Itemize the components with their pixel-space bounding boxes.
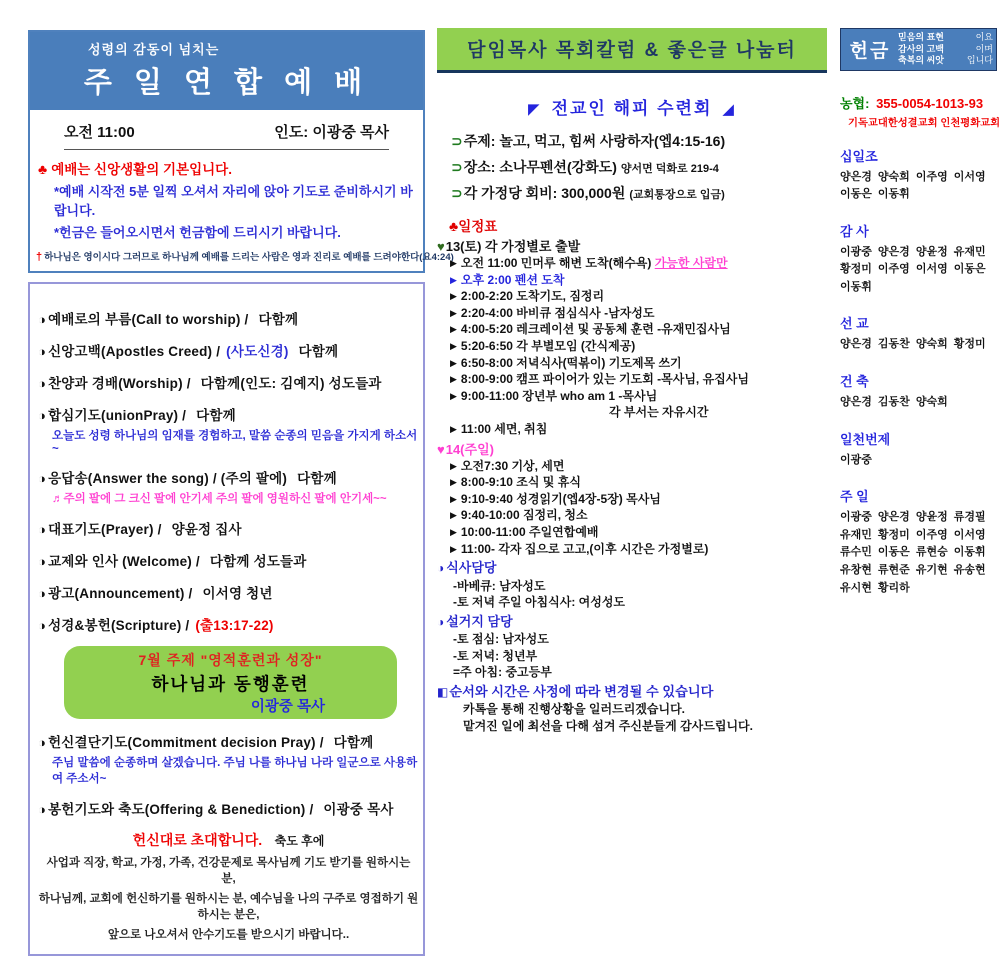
worship-order-row bbox=[38, 798, 419, 818]
schedule-section-text: 설거지 담당 bbox=[446, 613, 513, 629]
schedule-plain-line: -토 저녁: 청년부 bbox=[453, 648, 538, 663]
schedule-title bbox=[449, 215, 827, 235]
club-icon: ♣ bbox=[449, 218, 459, 234]
offering-slogan-lines bbox=[896, 32, 993, 67]
order-item-tail: 양윤정 집사 bbox=[171, 522, 242, 537]
retreat-info-line bbox=[451, 183, 827, 203]
order-item-line bbox=[38, 731, 419, 751]
retreat-info-list bbox=[437, 131, 827, 203]
half-circle-bullet-icon: ◑ bbox=[38, 312, 47, 327]
notice-lines bbox=[38, 181, 417, 241]
order-item-line bbox=[38, 582, 419, 602]
schedule-item bbox=[450, 458, 827, 475]
worship-header-box bbox=[28, 30, 454, 273]
schedule-item bbox=[450, 321, 827, 338]
service-time-row bbox=[64, 121, 389, 150]
arrow-bullet-icon: ▶ bbox=[450, 477, 457, 488]
notice-title-text: 예배는 신앙생활의 기본입니다. bbox=[51, 162, 232, 177]
offering-slogan-line bbox=[898, 44, 993, 56]
invitation-line: 하나님께, 교회에 헌신하기를 원하시는 분, 예수님을 나의 구주로 영접하기 원하시는 분은, bbox=[38, 893, 419, 921]
order-item-tail: 다함께 bbox=[333, 735, 374, 750]
order-item-subline: 오늘도 성령 하나님의 임재를 경험하고, 말씀 순종의 믿음을 가지게 하소서~ bbox=[52, 430, 418, 455]
scripture-verse bbox=[36, 249, 454, 263]
worship-notice bbox=[38, 158, 417, 241]
schedule-item-text: 2:20-4:00 바비큐 점심식사 -남자성도 bbox=[460, 305, 655, 320]
order-item-text: 합심기도(unionPray) / bbox=[48, 408, 187, 423]
arrow-bullet-icon: ▶ bbox=[450, 423, 457, 434]
worship-title-banner bbox=[30, 32, 423, 110]
offering-slogan-tail: 이요 bbox=[975, 32, 993, 42]
order-item-text: 응답송(Answer the song) / (주의 팔에) bbox=[48, 471, 288, 486]
order-item-tail: 다함께 bbox=[297, 471, 337, 486]
arrow-bullet-icon: ▶ bbox=[450, 357, 457, 368]
cross-icon: † bbox=[36, 251, 43, 263]
invitation-line: 사업과 직장, 학교, 가정, 가족, 건강문제로 목사님께 기도 받기를 원하시는 분, bbox=[46, 857, 411, 885]
offering-banner bbox=[840, 28, 997, 71]
schedule-item-text: 11:00 세면, 취침 bbox=[460, 421, 548, 436]
worship-order-row bbox=[38, 308, 419, 328]
worship-title: 주 일 연 합 예 배 bbox=[83, 67, 370, 99]
service-leader: 인도: 이광중 목사 bbox=[274, 124, 389, 141]
schedule-list bbox=[437, 238, 827, 735]
schedule-item bbox=[450, 338, 827, 355]
offering-section-names: 양은경 김동찬 양숙희 bbox=[840, 396, 948, 409]
order-item-text: 봉헌기도와 축도(Offering & Benediction) / bbox=[48, 802, 314, 817]
order-item-tail: 다함께 bbox=[258, 312, 299, 327]
arrow-bullet-icon: ▶ bbox=[450, 374, 457, 385]
offering-section-names: 양은경 양숙희 이주영 이서영 이동은 이동휘 bbox=[840, 170, 986, 201]
theme-pastor: 이광중 목사 bbox=[250, 699, 325, 715]
info-bullet-icon: ⊃ bbox=[451, 159, 463, 175]
order-item-text: 교제와 인사 (Welcome) / bbox=[48, 554, 200, 569]
schedule-section-header bbox=[437, 559, 827, 578]
pastor-column-banner: 담임목사 목회칼럼 & 좋은글 나눔터 bbox=[437, 28, 827, 73]
offering-section bbox=[840, 429, 997, 470]
schedule-item-text: 2:00-2:20 도착기도, 짐정리 bbox=[460, 289, 605, 304]
triangle-left-icon: ◤ bbox=[528, 101, 542, 118]
heart-icon: ♥ bbox=[437, 441, 445, 457]
arrow-bullet-icon: ▶ bbox=[450, 307, 457, 318]
arrow-bullet-icon: ▶ bbox=[450, 258, 457, 268]
offering-name-sections bbox=[840, 146, 997, 598]
worship-order-row bbox=[38, 404, 419, 455]
schedule-item bbox=[450, 507, 827, 524]
order-item-tail: 다함께 bbox=[298, 344, 339, 359]
offering-panel bbox=[840, 28, 1000, 597]
retreat-info-detail: 양서면 덕화로 219-4 bbox=[620, 163, 719, 175]
offering-section-title: 일천번제 bbox=[840, 431, 891, 447]
heart-icon: ♥ bbox=[437, 239, 445, 254]
half-circle-bullet-icon: ◑ bbox=[437, 614, 445, 629]
schedule-note-line: 맡겨진 일에 최선을 다해 섬겨 주신분들게 감사드립니다. bbox=[463, 718, 753, 733]
retreat-schedule bbox=[437, 215, 827, 735]
offering-slogan-tail: 이며 bbox=[975, 43, 993, 54]
schedule-item-text: 9:10-9:40 성경읽기(엡4장-5장) 목사님 bbox=[460, 491, 661, 506]
worship-order-row bbox=[38, 614, 419, 634]
info-bullet-icon: ⊃ bbox=[451, 185, 463, 201]
schedule-item-text: 4:00-5:20 레크레이션 및 공동체 훈련 -유재민집사님 bbox=[460, 322, 731, 337]
half-circle-bullet-icon: ◑ bbox=[38, 522, 47, 537]
half-circle-bullet-icon: ◑ bbox=[38, 471, 47, 486]
offering-section-title: 주 일 bbox=[840, 489, 869, 505]
order-item-tail: 다함께(인도: 김예지) 성도들과 bbox=[200, 376, 382, 391]
worship-order-list-b bbox=[38, 731, 419, 818]
order-item-text: 대표기도(Prayer) / bbox=[48, 522, 162, 537]
worship-order-row bbox=[38, 550, 419, 570]
invitation-title: 헌신대로 초대합니다. bbox=[132, 832, 263, 848]
worship-order-box bbox=[28, 282, 425, 956]
arrow-bullet-icon: ▶ bbox=[450, 543, 457, 554]
half-circle-bullet-icon: ◑ bbox=[38, 408, 47, 423]
bank-account-line bbox=[840, 93, 997, 112]
retreat-title: 전교인 해피 수련회 bbox=[551, 99, 713, 118]
order-item-subline: ♬주의 팔에 그 크신 팔에 안기세 주의 팔에 영원하신 팔에 안기세~~ bbox=[52, 493, 387, 505]
notice-title bbox=[38, 158, 417, 178]
order-item-line bbox=[38, 372, 419, 392]
notice-line: *헌금은 들어오시면서 헌금함에 드리시기 바랍니다. bbox=[54, 225, 341, 240]
worship-order-row bbox=[38, 731, 419, 786]
arrow-bullet-icon: ▶ bbox=[450, 274, 457, 285]
order-item-text: 예배로의 부름(Call to worship) / bbox=[48, 312, 249, 327]
square-bullet-icon: ◧ bbox=[437, 685, 449, 700]
notice-line: *예배 시작전 5분 일찍 오셔서 자리에 앉아 기도로 준비하시기 바랍니다. bbox=[54, 184, 413, 218]
order-item-text: 성경&봉헌(Scripture) / bbox=[48, 618, 190, 633]
invitation-line: 앞으로 나오셔서 안수기도를 받으시기 바랍니다.. bbox=[107, 929, 350, 941]
offering-section-title: 선 교 bbox=[840, 316, 869, 332]
order-item-line bbox=[38, 798, 419, 818]
schedule-item-text: 11:00- 각자 집으로 고고,(이후 시간은 가정별로) bbox=[460, 541, 709, 556]
worship-order-row bbox=[38, 518, 419, 538]
schedule-item bbox=[450, 491, 827, 508]
schedule-item-text: 8:00-9:10 조식 및 휴식 bbox=[460, 475, 581, 490]
arrow-bullet-icon: ▶ bbox=[450, 340, 457, 351]
invitation-lines bbox=[38, 854, 419, 942]
order-item-text: 신앙고백(Apostles Creed) / bbox=[48, 344, 221, 359]
retreat-title-row bbox=[437, 94, 827, 119]
schedule-item bbox=[450, 524, 827, 541]
monthly-theme-box bbox=[64, 646, 397, 719]
offering-slogan-line bbox=[898, 55, 993, 67]
schedule-item-text: 6:50-8:00 저녁식사(떡볶이) 기도제목 쓰기 bbox=[460, 355, 682, 370]
arrow-bullet-icon: ▶ bbox=[450, 324, 457, 335]
worship-order-list-a bbox=[38, 308, 419, 634]
offering-section-names: 이광중 bbox=[840, 453, 872, 466]
order-item-text: 헌신결단기도(Commitment decision Pray) / bbox=[48, 735, 324, 750]
schedule-item-highlight: 가능한 사람만 bbox=[654, 256, 728, 270]
bank-name: 농협: bbox=[840, 95, 870, 111]
offering-slogan-bold: 감사의 고백 bbox=[898, 43, 944, 54]
schedule-item-text: 8:00-9:00 캠프 파이어가 있는 기도회 -목사님, 유집사님 bbox=[460, 372, 749, 387]
schedule-title-text: 일정표 bbox=[458, 219, 498, 234]
order-item-tail: 다함께 성도들과 bbox=[209, 554, 307, 569]
order-item-tail: 이광중 목사 bbox=[323, 802, 394, 817]
order-item-line bbox=[38, 550, 419, 570]
offering-section bbox=[840, 313, 997, 354]
schedule-section-header bbox=[437, 613, 827, 632]
order-item-tail: 이서영 청년 bbox=[202, 586, 273, 601]
order-item-line bbox=[38, 614, 419, 634]
worship-order-row bbox=[38, 582, 419, 602]
service-time: 오전 11:00 bbox=[64, 124, 135, 141]
order-item-line bbox=[38, 518, 419, 538]
pastor-column-panel bbox=[437, 28, 827, 735]
order-item-accent: (출13:17-22) bbox=[195, 618, 274, 633]
arrow-bullet-icon: ▶ bbox=[450, 526, 457, 537]
offering-section-names: 이광중 양은경 양윤정 류경필 유재민 황정미 이주영 이서영 류수민 이동은 류현승 이동휘 유창현 류현준 유기현 유송현 유시현 황리하 bbox=[840, 511, 986, 594]
schedule-plain-line: -토 저녁 주일 아침식사: 여성성도 bbox=[453, 595, 626, 610]
arrow-bullet-icon: ▶ bbox=[450, 493, 457, 504]
schedule-item-text: 5:20-6:50 각 부별모임 (간식제공) bbox=[460, 338, 636, 353]
schedule-item bbox=[450, 541, 827, 558]
offering-section bbox=[840, 371, 997, 412]
offering-section bbox=[840, 221, 997, 297]
half-circle-bullet-icon: ◑ bbox=[38, 586, 47, 601]
order-item-line bbox=[38, 404, 419, 424]
schedule-item bbox=[450, 355, 827, 372]
offering-section-names: 이광중 양은경 양윤정 유재민 황정미 이주영 이서영 이동은 이동휘 bbox=[840, 245, 986, 293]
retreat-info-line bbox=[451, 157, 827, 177]
worship-order-row bbox=[38, 467, 419, 506]
offering-slogan-tail: 입니다 bbox=[966, 55, 993, 65]
theme-line1: 7월 주제 "영적훈련과 성장" bbox=[138, 652, 323, 668]
worship-subtitle: 성령의 감동이 넘치는 bbox=[88, 42, 220, 57]
schedule-item bbox=[450, 272, 827, 289]
order-item-line bbox=[38, 340, 419, 360]
retreat-info-text: 장소: 소나무펜션(강화도) bbox=[463, 159, 617, 175]
offering-slogan-bold: 축복의 씨앗 bbox=[898, 55, 944, 65]
half-circle-bullet-icon: ◑ bbox=[437, 561, 445, 576]
offering-section-title: 건 축 bbox=[840, 374, 869, 390]
order-item-text: 광고(Announcement) / bbox=[48, 586, 193, 601]
order-item-text: 찬양과 경배(Worship) / bbox=[48, 376, 191, 391]
retreat-info-text: 각 가정당 회비: 300,000원 bbox=[463, 185, 626, 201]
schedule-item-text: 9:40-10:00 짐정리, 청소 bbox=[460, 508, 588, 523]
offering-slogan-bold: 믿음의 표현 bbox=[898, 32, 944, 42]
scripture-text: 하나님은 영이시다 그러므로 하나님께 예배를 드리는 사람은 영과 진리로 예배를 드려야한다(요4:24) bbox=[44, 252, 454, 263]
schedule-item bbox=[450, 288, 827, 305]
schedule-item bbox=[450, 421, 827, 438]
schedule-item bbox=[450, 255, 827, 272]
schedule-day-text: 13(토) 각 가정별로 출발 bbox=[445, 239, 581, 254]
schedule-section-text: 식사담당 bbox=[446, 560, 497, 576]
bank-account-block bbox=[840, 93, 1000, 129]
worship-order-row bbox=[38, 372, 419, 392]
offering-section-names: 양은경 김동찬 양숙희 황정미 bbox=[840, 338, 986, 351]
theme-line2: 하나님과 동행훈련 bbox=[151, 674, 310, 694]
offering-section-title: 십일조 bbox=[840, 148, 878, 164]
arrow-bullet-icon: ▶ bbox=[450, 510, 457, 521]
half-circle-bullet-icon: ◑ bbox=[38, 618, 47, 633]
invitation-block bbox=[38, 830, 419, 942]
schedule-note bbox=[437, 683, 827, 701]
half-circle-bullet-icon: ◑ bbox=[38, 802, 47, 817]
triangle-right-icon: ◢ bbox=[722, 101, 736, 118]
church-name: 기독교대한성결교회 인천평화교회 bbox=[848, 117, 1000, 129]
worship-bulletin-panel bbox=[28, 30, 454, 956]
invitation-title-row bbox=[38, 830, 419, 850]
arrow-bullet-icon: ▶ bbox=[450, 390, 457, 401]
offering-word: 헌금 bbox=[849, 40, 891, 62]
order-item-accent: (사도신경) bbox=[226, 344, 289, 359]
order-item-tail: 다함께 bbox=[196, 408, 236, 423]
order-item-subline: 주님 말씀에 순종하며 살겠습니다. 주님 나를 하나님 나라 일군으로 사용하여 주소서~ bbox=[52, 757, 418, 785]
arrow-bullet-icon: ▶ bbox=[450, 460, 457, 471]
schedule-item bbox=[450, 388, 827, 405]
schedule-item-text: 오전 11:00 민머루 해변 도착(해수욕) bbox=[460, 256, 655, 270]
offering-slogan-line bbox=[898, 32, 993, 44]
arrow-bullet-icon: ▶ bbox=[450, 291, 457, 302]
schedule-plain-line: =주 아침: 중고등부 bbox=[453, 665, 552, 680]
retreat-info-line bbox=[451, 131, 827, 151]
schedule-plain-line: -토 점심: 남자성도 bbox=[453, 632, 549, 647]
schedule-note-line: 카톡을 통해 진행상황을 일러드리겠습니다. bbox=[463, 702, 685, 717]
account-number: 355-0054-1013-93 bbox=[876, 95, 984, 111]
half-circle-bullet-icon: ◑ bbox=[38, 376, 47, 391]
schedule-item-text: 오전7:30 기상, 세면 bbox=[460, 458, 565, 473]
retreat-info-detail: (교회통장으로 입금) bbox=[629, 189, 725, 201]
schedule-item bbox=[450, 371, 827, 388]
schedule-item bbox=[450, 474, 827, 491]
order-item-line bbox=[38, 308, 419, 328]
schedule-day-header bbox=[437, 441, 827, 458]
schedule-item-text: 오후 2:00 펜션 도착 bbox=[460, 272, 565, 287]
schedule-item bbox=[450, 305, 827, 322]
schedule-indent-text: 각 부서는 자유시간 bbox=[609, 405, 709, 420]
schedule-note-text: 순서와 시간은 사정에 따라 변경될 수 있습니다 bbox=[449, 684, 714, 700]
retreat-info-text: 주제: 놀고, 먹고, 힘써 사랑하자(엡4:15-16) bbox=[463, 133, 726, 149]
offering-section bbox=[840, 146, 997, 204]
schedule-plain-line: -바베큐: 남자성도 bbox=[453, 578, 546, 593]
half-circle-bullet-icon: ◑ bbox=[38, 344, 47, 359]
schedule-item-text: 9:00-11:00 장년부 who am 1 -목사님 bbox=[460, 388, 658, 403]
invitation-after: 축도 후에 bbox=[274, 834, 325, 848]
half-circle-bullet-icon: ◑ bbox=[38, 554, 47, 569]
offering-section bbox=[840, 486, 997, 597]
info-bullet-icon: ⊃ bbox=[451, 133, 463, 149]
order-item-line bbox=[38, 467, 419, 487]
half-circle-bullet-icon: ◑ bbox=[38, 735, 47, 750]
schedule-day-header bbox=[437, 238, 827, 255]
schedule-item-text: 10:00-11:00 주일연합예배 bbox=[460, 524, 599, 539]
offering-section-title: 감 사 bbox=[840, 223, 869, 239]
club-icon: ♣ bbox=[38, 161, 48, 177]
worship-order-row bbox=[38, 340, 419, 360]
schedule-day-text: 14(주일) bbox=[445, 441, 494, 457]
